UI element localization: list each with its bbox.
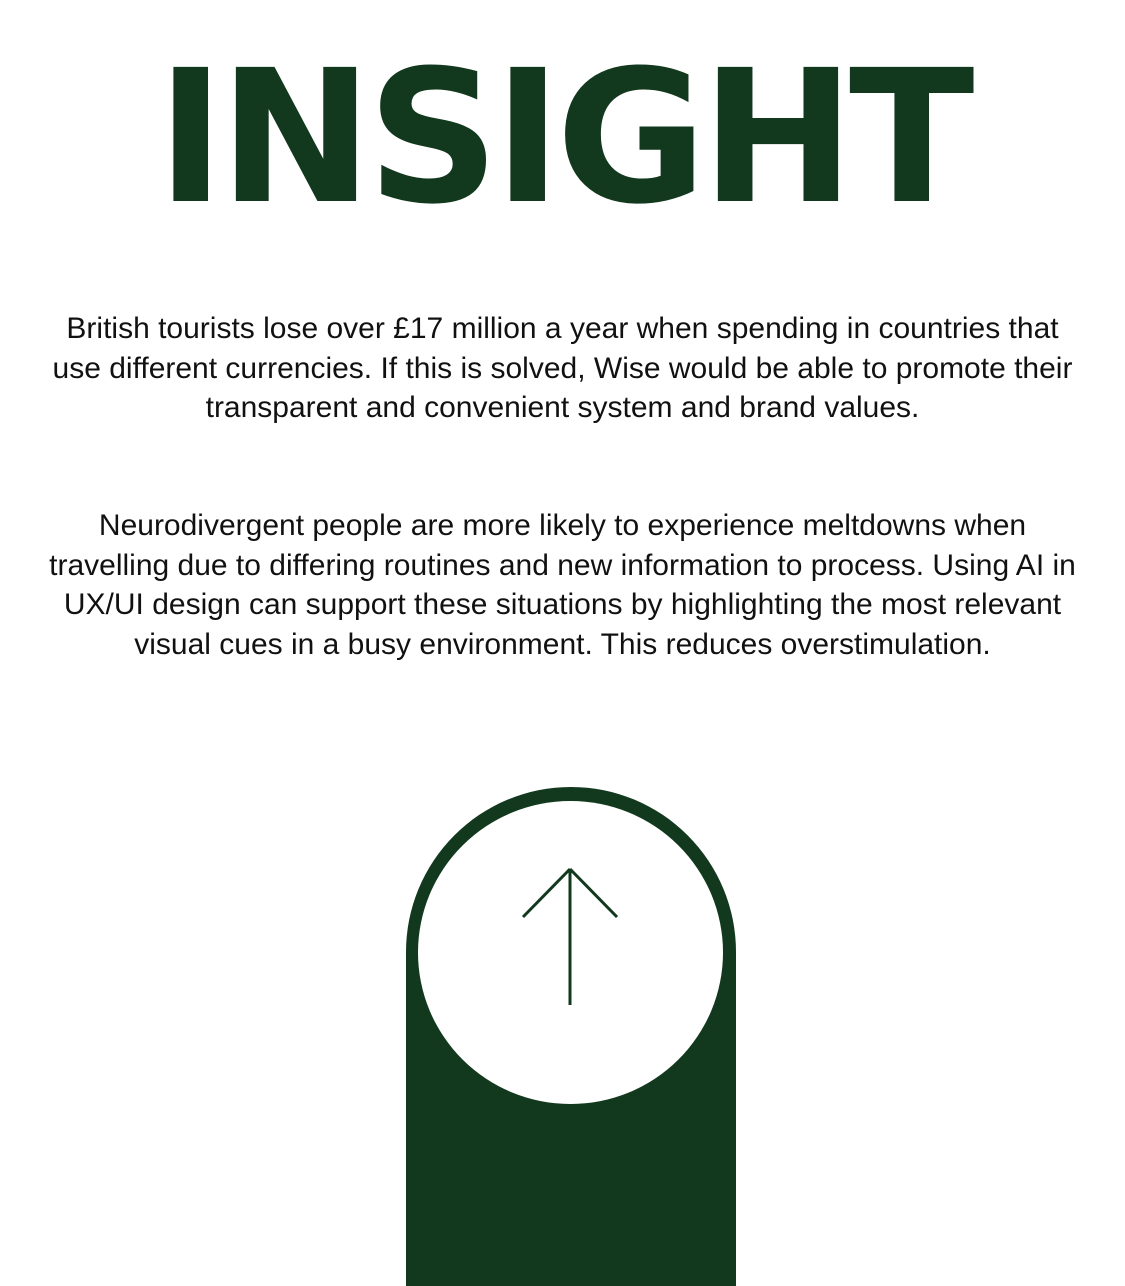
page-title: INSIGHT: [156, 31, 969, 245]
scroll-up-button[interactable]: [418, 801, 723, 1104]
arrow-up-icon: [418, 801, 723, 1104]
insight-paragraph-currency: British tourists lose over £17 million a year when spending in countries that use different currencies. If this is solved, Wise would be able to promote their transparent and convenient system and brand values.: [52, 312, 1073, 424]
insight-paragraph-neurodivergent: Neurodivergent people are more likely to experience meltdowns when travelling due to differing routines and new information to process. Using AI in UX/UI design can support these situations by highlighting the most relevant visual cues in a busy environment. This reduces overstimulation.: [49, 509, 1076, 661]
